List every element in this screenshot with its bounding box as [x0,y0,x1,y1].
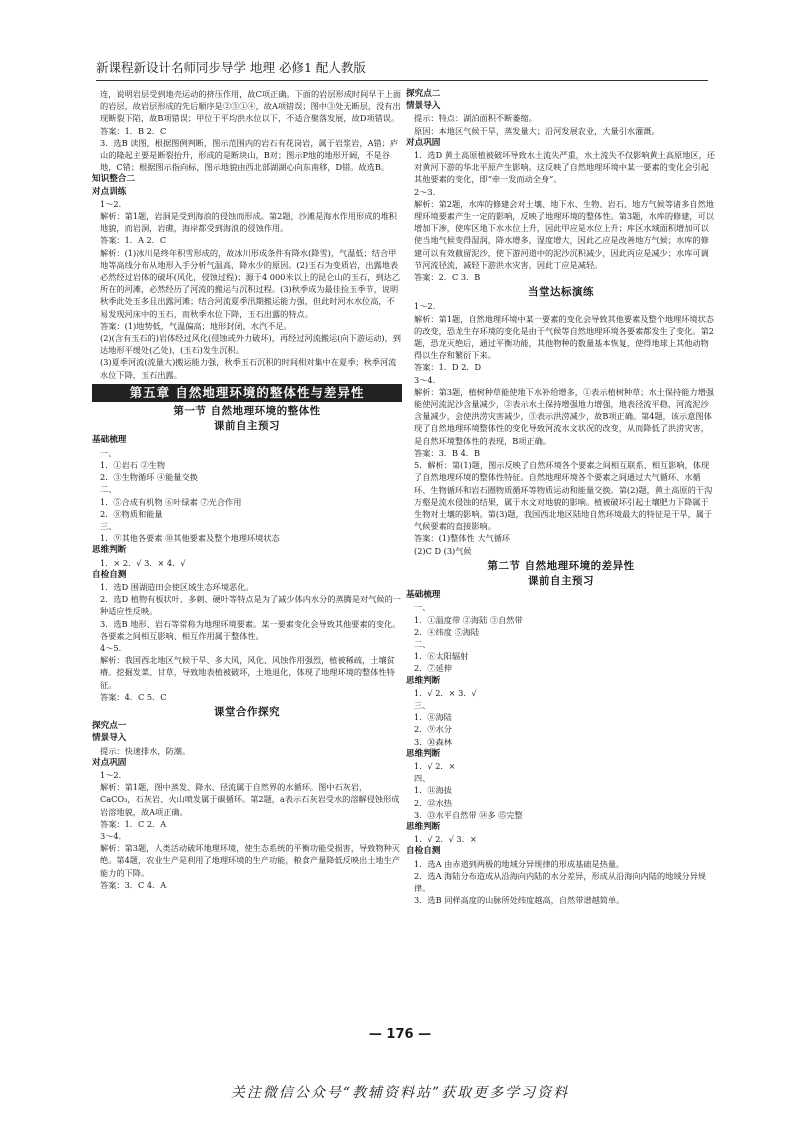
text-line: 一、 [414,602,431,613]
text-line: 1．√ 2．× [414,760,456,771]
text-line: 2．⑨水分 [414,724,452,735]
text-line: 1．选D 围湖造田会使区域生态环境恶化。 [100,581,254,592]
section-label: 基础梳理 [92,435,127,446]
header-title: 新课程新设计名师同步导学 地理 必修1 配人教版 [96,60,366,75]
text-line: (3)夏季河流(流量大)搬运能力强，秋季玉石沉积的时间相对集中在夏季；秋季河流水位下降，玉石出露。 [100,357,397,380]
text-line: 答案：1．C 2．A [100,818,167,829]
text-line: 2～3． [414,186,441,197]
text-line: 一、 [100,447,117,458]
text-line: 1～2． [100,769,127,780]
section-title: 第一节 自然地理环境的整体性 [173,405,321,418]
text-line: 三、 [414,699,431,710]
text-line: 1．⑥太阳辐射 [414,651,469,662]
left-column [92,88,402,891]
text-line: 1．①温度带 ②海陆 ③自然带 [414,614,523,625]
text-line: 答案：2．C 3．B [414,272,481,283]
text-line: 2．选D 植物有板状叶、多刺、硬叶等特点是为了减少体内水分的蒸腾是对气候的一种适应性反映。 [100,594,401,617]
text-line: 二、 [414,638,431,649]
text-line: 三、 [100,520,117,531]
text-line: 1～2． [100,198,127,209]
text-line: 四、 [414,773,431,784]
section-title: 课堂合作探究 [214,705,280,718]
text-line: 解析：(1)冰川是终年积雪形成的，故冰川形成条件有降水(降雪)，气温低；结合甲地等高线分布从地形入手分析气温高，降水少的原因。(2)玉石为变质岩，出露地表必然经过岩体的破坏(风化，侵蚀过程)；源于4 000米以上的昆仑山的玉石，到达乙所在的河滩，必然经历了河流的搬运与沉积过程。(3)秋季成为最佳捡玉季节，说明秋季此处玉多且出露河滩；结合河流夏季汛期搬运能力强，但此时河水水位高，不易发现河床中的玉石，而秋季水位下降，玉石出露的特点。 [100,247,401,319]
text-line: 解析：第1题，图中蒸发、降水、径流属于自然界的水循环。图中石灰岩，CaCO₃，石灰岩、火山喷发属于碳循环。第2题，a表示石灰岩受水的溶解侵蚀形成岩溶地貌，故A项正确。 [100,782,400,817]
text-line: 解析：第2题，水库的修建会对土壤、地下水、生物、岩石、地方气候等诸多自然地理环境要素产生一定的影响，反映了地理环境的整体性。第3题，水库的修建，可以增加下渗，使库区地下水水位上升，因此甲应是水位上升；库区水域面积增加可以使当地气候变得湿润，降水增多，湿度增大，因此乙应是改善地方气候；水库的修建可以有效截留泥沙，使下游河道中的泥沙沉积减少，因此丙应是减少；水库可调节河流径流，减轻下游洪水灾害，因此丁应是减轻。 [414,198,714,270]
text-line: 3．选B 读图，根据图例判断，图示范围内的岩石有花岗岩，属于岩浆岩，A错；庐山的隆起主要是断裂抬升，形成的是断块山，B对；图示P地的地形开阔，不是谷地，C错；根据图示指向标，图示地貌由西北部湖湖心向东南移，D错。故选B。 [100,137,399,173]
page-number: — 176 — [368,1027,432,1042]
text-line: 2．选A 海陆分布造成从沿海向内陆的水分差异，形成从沿海向内陆的地域分异规律。 [414,870,707,893]
text-line: 解析：第3题，植树种草能使地下水补给增多，①表示植树种草；水土保持能力增强能使河流泥沙含量减少，②表示水土保持增强地力增强，地表径流平稳，河流泥沙含量减少，会使洪涝灾害减少，③表示洪涝减少，故B项正确。第4题，该示意图体现了自然地理环境整体性的变化导致河流水文状况的改变，从而降低了洪涝灾害，是自然环境整体性的表现，B项正确。 [414,386,714,446]
text-line: (2)(含有玉石的)岩体经过风化(侵蚀或外力破坏)，再经过河流搬运(向下游运动)，到达地形平缓处(乙处)，(玉石)发生沉积。 [100,333,401,356]
text-line: 2．⑫水热 [414,797,452,808]
text-line: 解析：第1题，岩洞是受到海浪的侵蚀而形成。第2题，沙滩是海水作用形成的堆积地貌，而岩洞，岩礁，海岸都受到海浪的侵蚀作用。 [100,211,397,234]
text-line: 3～4． [414,374,441,385]
section-label: 情景导入 [406,101,441,112]
text-line: 1．⑤合成有机物 ⑥叶绿素 ⑦光合作用 [100,496,242,507]
section-label: 思维判断 [92,545,127,556]
text-line: 2．⑦延伸 [414,663,452,674]
text-line: 3．⑬水平自然带 ⑭多 ⑮完整 [414,809,523,820]
section-label: 探究点一 [92,721,127,732]
section-title: 当堂达标演练 [528,286,594,299]
footer-note: 关注微信公众号“教辅资料站”获取更多学习资料 [230,1085,570,1101]
text-line: (2)C D (3)气候 [414,545,472,556]
section-label: 思维判断 [406,821,441,832]
text-line: 1．√ 2．× 3．√ [414,687,477,698]
section-label: 自检自测 [406,846,441,857]
text-line: 连，说明岩层受到地壳运动的挤压作用，故C项正确。下面的岩层形成时间早于上面的岩层，故岩层形成的先后顺序是②③①④，故A项错误；图中③处无断层，没有出现断裂下陷，故B项错误；甲位于平均洪水位以下，不适合聚落发展，故D项错误。 [100,89,402,124]
text-line: 1．× 2．√ 3．× 4．√ [100,557,186,568]
text-line: 2．④纬度 ⑤海陆 [414,626,480,637]
section-label: 知识整合二 [92,174,135,185]
text-line: 2．⑧物质和能量 [100,508,163,519]
text-line: 答案：1．B 2．C [100,125,167,136]
text-line: 答案：1．D 2．D [414,362,482,373]
text-line: 1．√ 2．√ 3．× [414,834,477,845]
text-line: 1．⑨其他各要素 ⑩其他要素及整个地理环境状态 [100,533,280,544]
section-label: 情景导入 [92,733,127,744]
text-line: 解析：第1题，自然地理环境中某一要素的变化会导致其他要素及整个地理环境状态的改变，恐龙生存环境的变化是由于气候等自然地理环境各要素都发生了变化。第2题，恐龙灭绝后，通过平衡功能，其他物种的数量基本恢复，使得地球上其他动物得以生存和繁衍下来。 [414,313,714,361]
text-line: 答案：3．C 4．A [100,879,167,890]
text-line: 答案：3．B 4．B [414,447,480,458]
text-line: 1．选A 由赤道到两极的地域分异规律的形成基础是热量。 [414,858,625,869]
section-label: 对点巩固 [406,137,441,148]
text-line: 原因：本地区气候干旱，蒸发量大；沿河发展农业，大量引水灌溉。 [414,125,660,136]
section-label: 对点巩固 [92,757,127,768]
section-title: 第二节 自然地理环境的差异性 [487,559,635,572]
section-label: 探究点二 [406,89,441,99]
section-label: 自检自测 [92,569,127,580]
text-line: 1～2． [414,301,441,312]
text-line: 1．选D 黄土高原植被破坏导致水土流失严重，水土流失不仅影响黄土高原地区，还对黄河下游的华北平原产生影响。这反映了自然地理环境中某一要素的变化会引起其他要素的变化，即“牵一发而动全身”。 [414,150,715,185]
right-column [406,88,716,906]
text-line: 3．选B 同样高度的山脉所处纬度越高，自然带谱越简单。 [414,895,625,906]
text-line: 5．解析：第(1)题，图示反映了自然环境各个要素之间相互联系、相互影响，体现了自然地理环境的整体性特征。自然地理环境各个要素之间通过大气循环、水循环、生物循环和岩石圈物质循环等物质运动和能量交换。第(2)题，黄土高原的干沟万壑是流水侵蚀的结果，属于水文对地貌的影响。植被破坏引起土壤肥力下降属于生物对土壤的影响。第(3)题，我国西北地区陆地自然环境最大的特征是干旱，属于气候要素的直接影响。 [414,460,713,532]
text-line: 3．⑩森林 [414,736,452,747]
section-title: 课前自主预习 [528,574,594,587]
text-line: 4～5． [100,642,127,653]
section-label: 思维判断 [406,748,441,759]
text-line: 答案：(1)地势低，气温偏高；地形封闭，水汽不足。 [100,320,292,331]
text-line: 3～4． [100,830,127,841]
section-label: 基础梳理 [406,590,441,601]
section-label: 思维判断 [406,675,441,686]
section-label: 对点训练 [92,186,127,197]
text-line: 提示：快速排水，防潮。 [100,745,191,756]
text-line: 解析：我国西北地区气候干旱、多大风，风化、风蚀作用强烈，植被稀疏，土壤贫瘠。挖掘发菜、甘草，导致地表植被破坏，土地退化，体现了地理环境的整体性特征。 [100,655,395,690]
text-line: 1．⑧海陆 [414,712,452,723]
text-line: 1．⑪海拔 [414,785,452,796]
text-line: 提示：特点：湖泊面积不断萎缩。 [414,113,537,124]
text-line: 3．选B 地形、岩石等常称为地理环境要素。某一要素变化会导致其他要素的变化。各要素之间相互影响、相互作用属于整体性。 [100,618,401,641]
section-title: 课前自主预习 [214,420,280,433]
text-line: 2．③生物循环 ④能量交换 [100,472,198,483]
text-line: 1．①岩石 ②生物 [100,459,166,470]
text-line: 答案：4．C 5．C [100,691,167,702]
running-header [96,56,708,81]
text-line: 二、 [100,484,117,495]
text-line: 答案：(1)整体性 大气循环 [414,533,511,544]
text-line: 答案：1．A 2．C [100,235,167,246]
text-line: 解析：第3题，人类活动破坏地理环境，使生态系统的平衡功能受损害，导致物种灭绝。第4题，农业生产是利用了地理环境的生产功能，粮食产量降低反映出土地生产能力的下降。 [100,843,400,878]
chapter-banner: 第五章 自然地理环境的整体性与差异性 [92,384,402,402]
